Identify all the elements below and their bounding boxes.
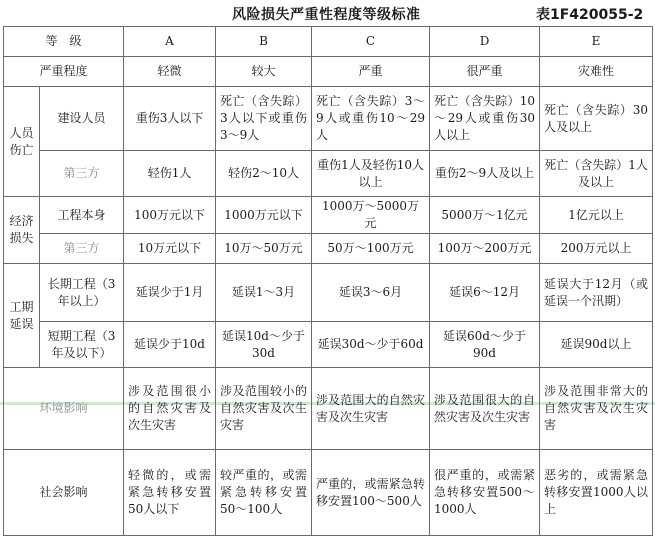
table-cell: 轻微的，或需紧急转移安置50人以下 [124,450,216,536]
grade-header-row [4,27,653,57]
row-sublabel: 短期工程（3年及以下） [40,322,124,368]
grade-c: C [312,27,430,57]
environment-label: 环境影响 [4,368,124,450]
table-cell: 1000万～5000万元 [312,197,430,234]
grade-label: 等 级 [4,27,124,57]
table-cell: 轻伤1人 [124,151,216,197]
casualty-label: 人员伤亡 [4,87,40,197]
table-cell: 延误3～6月 [312,264,430,322]
table-cell: 死亡（含失踪）30人及以上 [540,87,653,151]
environment-row [4,368,653,450]
table-cell: 较大 [216,57,312,87]
table-cell: 严重的，或需紧急转移安置100～500人 [312,450,430,536]
economic-row-third-party [4,234,653,264]
table-cell: 延误少于10d [124,322,216,368]
title-row [0,0,655,26]
casualty-row-third-party [4,151,653,197]
table-cell: 涉及范围很小的自然灾害及次生灾害 [124,368,216,450]
casualty-row-builders [4,87,653,151]
table-cell: 很严重的，或需紧急转移安置500～1000人 [430,450,540,536]
table-cell: 延误10d～少于30d [216,322,312,368]
row-sublabel: 建设人员 [40,87,124,151]
table-cell: 100万～200万元 [430,234,540,264]
table-cell: 死亡（含失踪）3～9人或重伤10～29人 [312,87,430,151]
row-sublabel: 第三方 [40,234,124,264]
social-row [4,450,653,536]
row-sublabel: 长期工程（3年以上） [40,264,124,322]
table-cell: 延误90d以上 [540,322,653,368]
table-cell: 严重 [312,57,430,87]
table-cell: 死亡（含失踪）10～29人或重伤30人以上 [430,87,540,151]
row-sublabel: 工程本身 [40,197,124,234]
table-number: 表1F420055-2 [536,7,644,23]
table-cell: 灾难性 [540,57,653,87]
table-cell: 涉及范围非常大的自然灾害及次生灾害 [540,368,653,450]
table-cell: 涉及范围很大的自然灾害及次生灾害 [430,368,540,450]
table-title: 风险损失严重性程度等级标准 [232,7,421,23]
table-cell: 重伤1人及轻伤10人以上 [312,151,430,197]
severity-label: 严重程度 [4,57,124,87]
table-cell: 涉及范围较小的自然灾害及次生灾害 [216,368,312,450]
table-cell: 10万元以下 [124,234,216,264]
table-cell: 1000万元以下 [216,197,312,234]
table-cell: 较严重的，或需紧急转移安置50～100人 [216,450,312,536]
table-cell: 死亡（含失踪）1人及以上 [540,151,653,197]
table-cell: 延误少于1月 [124,264,216,322]
table-cell: 轻伤2～10人 [216,151,312,197]
row-sublabel: 第三方 [40,151,124,197]
table-cell: 延误1～3月 [216,264,312,322]
table-cell: 延误6～12月 [430,264,540,322]
table-cell: 50万～100万元 [312,234,430,264]
grade-a: A [124,27,216,57]
table-cell: 很严重 [430,57,540,87]
table-cell: 5000万～1亿元 [430,197,540,234]
schedule-row-short [4,322,653,368]
grade-e: E [540,27,653,57]
table-cell: 恶劣的，或需紧急转移安置1000人以上 [540,450,653,536]
severity-table [3,26,653,536]
table-cell: 轻微 [124,57,216,87]
social-label: 社会影响 [4,450,124,536]
table-cell: 死亡（含失踪）3人以下或重伤3～9人 [216,87,312,151]
grade-b: B [216,27,312,57]
schedule-label: 工期延误 [4,264,40,368]
economic-row-project [4,197,653,234]
table-cell: 重伤2～9人及以上 [430,151,540,197]
schedule-row-long [4,264,653,322]
table-cell: 重伤3人以下 [124,87,216,151]
table-cell: 涉及范围大的自然灾害及次生灾害 [312,368,430,450]
table-cell: 延误60d～少于90d [430,322,540,368]
table-cell: 1亿元以上 [540,197,653,234]
table-cell: 200万元以上 [540,234,653,264]
table-cell: 100万元以下 [124,197,216,234]
table-cell: 延误大于12月（或延误一个汛期） [540,264,653,322]
grade-d: D [430,27,540,57]
table-cell: 10万～50万元 [216,234,312,264]
economic-label: 经济损失 [4,197,40,264]
table-cell: 延误30d～少于60d [312,322,430,368]
severity-row [4,57,653,87]
